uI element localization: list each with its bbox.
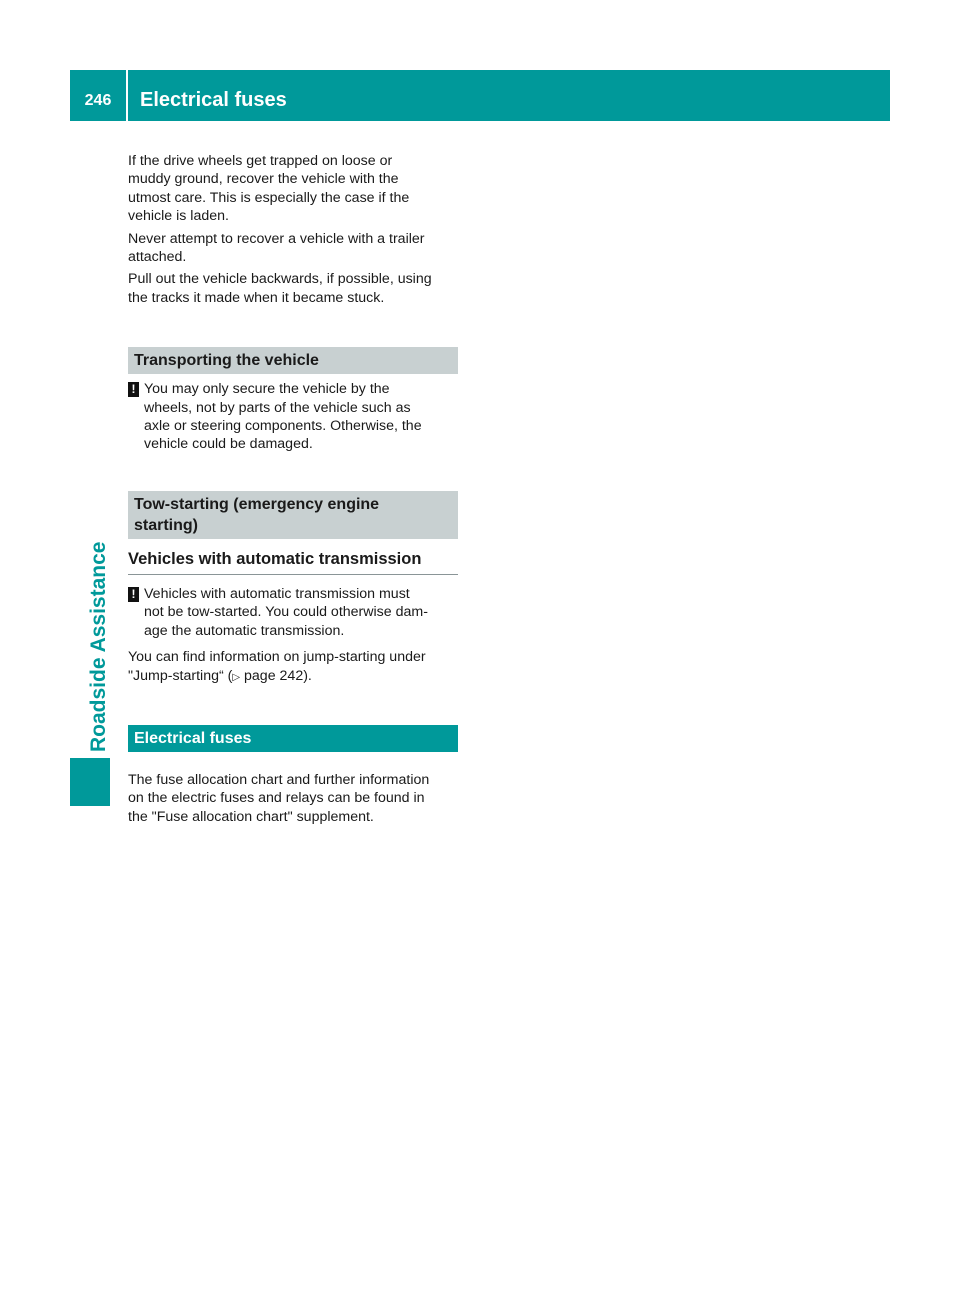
trailer-paragraph bbox=[128, 230, 458, 267]
pull-out-line: the tracks it made when it became stuck. bbox=[128, 289, 385, 306]
section-heading-transport: Transporting the vehicle bbox=[128, 347, 458, 374]
spacer bbox=[128, 687, 458, 725]
jump-start-paragraph bbox=[128, 648, 458, 687]
subheading-automatic-transmission: Vehicles with automatic transmission bbox=[128, 548, 458, 575]
fuses-line: on the electric fuses and relays can be found in bbox=[128, 790, 425, 807]
header-divider bbox=[126, 70, 128, 121]
fuses-line: the "Fuse allocation chart" supplement. bbox=[128, 808, 374, 825]
page-header bbox=[70, 70, 890, 121]
warning-icon: ! bbox=[128, 382, 139, 397]
transport-warning bbox=[128, 380, 458, 454]
fuses-line: The fuse allocation chart and further information bbox=[128, 771, 430, 788]
heading-line: Tow-starting (emergency engine bbox=[134, 495, 380, 513]
warning-line: not be tow-started. You could otherwise dam- bbox=[144, 604, 428, 621]
spacer bbox=[128, 454, 458, 491]
section-heading-tow-start bbox=[128, 491, 458, 539]
main-content bbox=[128, 152, 458, 826]
section-side-label: Roadside Assistance bbox=[87, 541, 110, 752]
warning-icon: ! bbox=[128, 587, 139, 602]
spacer bbox=[128, 307, 458, 347]
intro-line: vehicle is laden. bbox=[128, 208, 229, 225]
page-reference-link[interactable]: page 242). bbox=[244, 667, 312, 684]
warning-line: vehicle could be damaged. bbox=[144, 436, 313, 453]
warning-line: wheels, not by parts of the vehicle such as bbox=[144, 399, 411, 416]
pull-out-line: Pull out the vehicle backwards, if possible, using bbox=[128, 271, 432, 288]
pull-out-paragraph bbox=[128, 270, 458, 307]
section-heading-fuses: Electrical fuses bbox=[128, 725, 458, 752]
intro-line: muddy ground, recover the vehicle with the bbox=[128, 171, 399, 188]
page-title: Electrical fuses bbox=[140, 89, 287, 111]
warning-line: Vehicles with automatic transmission must bbox=[144, 585, 410, 602]
tow-start-warning bbox=[128, 585, 458, 640]
intro-paragraph bbox=[128, 152, 458, 226]
intro-line: If the drive wheels get trapped on loose or bbox=[128, 153, 393, 169]
warning-line: You may only secure the vehicle by the bbox=[144, 381, 390, 398]
spacer bbox=[128, 575, 458, 585]
jump-start-prefix: "Jump-starting“ ( bbox=[128, 667, 233, 684]
intro-line: utmost care. This is especially the case if the bbox=[128, 189, 410, 206]
trailer-line: attached. bbox=[128, 249, 187, 266]
spacer bbox=[128, 640, 458, 648]
page-reference-arrow-icon: ▷ bbox=[232, 671, 241, 683]
fuses-paragraph bbox=[128, 771, 458, 826]
page-number: 246 bbox=[84, 92, 112, 109]
jump-start-line bbox=[128, 667, 458, 687]
spacer bbox=[128, 752, 458, 771]
jump-start-line: You can find information on jump-starting under bbox=[128, 649, 426, 666]
warning-line: axle or steering components. Otherwise, the bbox=[144, 418, 422, 435]
heading-line: starting) bbox=[134, 516, 198, 534]
trailer-line: Never attempt to recover a vehicle with a trailer bbox=[128, 230, 425, 247]
spacer bbox=[128, 539, 458, 548]
warning-line: age the automatic transmission. bbox=[144, 622, 345, 639]
side-tab-marker bbox=[70, 758, 110, 806]
